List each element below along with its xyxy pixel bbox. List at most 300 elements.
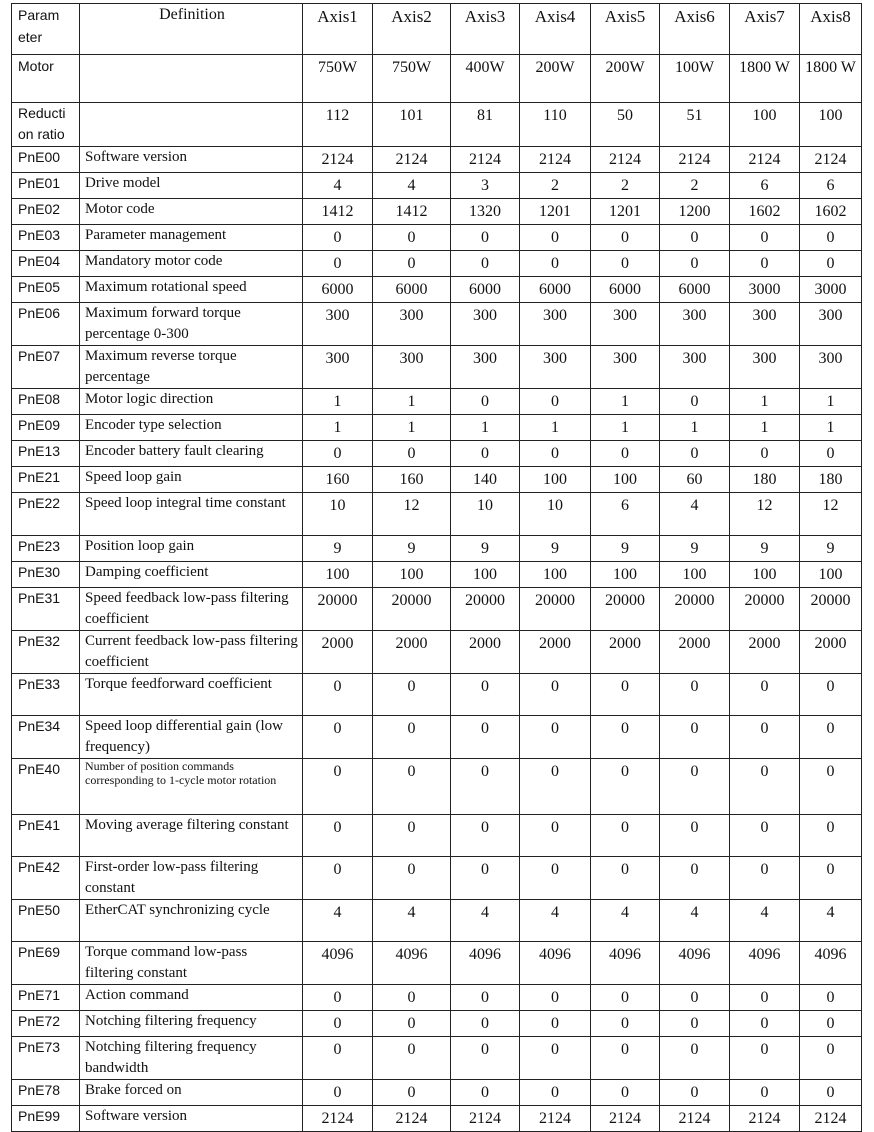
table-row <box>12 277 862 303</box>
definition-cell: Maximum reverse torque percentage <box>80 346 303 389</box>
definition-cell: Position loop gain <box>80 536 303 562</box>
table-row <box>12 716 862 759</box>
axis6-value-cell: 6000 <box>660 277 730 303</box>
axis5-value-cell: 2124 <box>591 1106 660 1132</box>
axis3-value-cell: 81 <box>451 103 520 147</box>
axis6-value-cell: 2 <box>660 173 730 199</box>
axis2-value-cell: 101 <box>373 103 451 147</box>
axis2-value-cell: 2124 <box>373 1106 451 1132</box>
axis5-value-cell: 1 <box>591 415 660 441</box>
definition-cell: Encoder type selection <box>80 415 303 441</box>
axis1-value-cell: 0 <box>303 857 373 900</box>
header-axis3: Axis3 <box>451 4 520 55</box>
axis8-value-cell: 2124 <box>800 1106 862 1132</box>
table-row <box>12 225 862 251</box>
axis4-value-cell: 1 <box>520 415 591 441</box>
axis5-value-cell: 0 <box>591 857 660 900</box>
param-code-cell: PnE72 <box>12 1011 80 1037</box>
definition-cell: Speed loop differential gain (low frequency) <box>80 716 303 759</box>
axis5-value-cell: 0 <box>591 815 660 857</box>
axis3-value-cell: 300 <box>451 346 520 389</box>
axis4-value-cell: 0 <box>520 1037 591 1080</box>
axis7-value-cell: 0 <box>730 225 800 251</box>
parameter-table <box>11 3 862 1132</box>
table-body <box>12 55 862 1132</box>
axis6-value-cell: 9 <box>660 536 730 562</box>
axis2-value-cell: 0 <box>373 759 451 815</box>
axis2-value-cell: 0 <box>373 1011 451 1037</box>
axis1-value-cell: 2124 <box>303 147 373 173</box>
table-row <box>12 674 862 716</box>
axis3-value-cell: 9 <box>451 536 520 562</box>
param-code-cell: PnE05 <box>12 277 80 303</box>
table-row <box>12 942 862 985</box>
axis8-value-cell: 0 <box>800 759 862 815</box>
axis6-value-cell: 0 <box>660 815 730 857</box>
param-code-cell: PnE00 <box>12 147 80 173</box>
axis7-value-cell: 2124 <box>730 147 800 173</box>
table-row <box>12 103 862 147</box>
table-row <box>12 536 862 562</box>
axis7-value-cell: 0 <box>730 251 800 277</box>
axis6-value-cell: 51 <box>660 103 730 147</box>
axis5-value-cell: 0 <box>591 251 660 277</box>
axis1-value-cell: 2124 <box>303 1106 373 1132</box>
axis7-value-cell: 0 <box>730 857 800 900</box>
axis1-value-cell: 4096 <box>303 942 373 985</box>
axis1-value-cell: 300 <box>303 346 373 389</box>
axis7-value-cell: 100 <box>730 562 800 588</box>
table-row <box>12 441 862 467</box>
axis5-value-cell: 2 <box>591 173 660 199</box>
axis1-value-cell: 1412 <box>303 199 373 225</box>
header-axis7: Axis7 <box>730 4 800 55</box>
table-row <box>12 1080 862 1106</box>
axis4-value-cell: 4 <box>520 900 591 942</box>
axis3-value-cell: 0 <box>451 716 520 759</box>
axis7-value-cell: 100 <box>730 103 800 147</box>
axis1-value-cell: 10 <box>303 493 373 536</box>
axis3-value-cell: 300 <box>451 303 520 346</box>
axis6-value-cell: 60 <box>660 467 730 493</box>
axis7-value-cell: 0 <box>730 1080 800 1106</box>
axis3-value-cell: 0 <box>451 815 520 857</box>
axis2-value-cell: 300 <box>373 303 451 346</box>
axis2-value-cell: 20000 <box>373 588 451 631</box>
axis5-value-cell: 9 <box>591 536 660 562</box>
axis8-value-cell: 1602 <box>800 199 862 225</box>
axis1-value-cell: 6000 <box>303 277 373 303</box>
axis8-value-cell: 100 <box>800 562 862 588</box>
axis1-value-cell: 20000 <box>303 588 373 631</box>
axis7-value-cell: 12 <box>730 493 800 536</box>
axis4-value-cell: 0 <box>520 716 591 759</box>
param-code-cell: PnE04 <box>12 251 80 277</box>
axis7-value-cell: 1 <box>730 389 800 415</box>
axis6-value-cell: 300 <box>660 346 730 389</box>
axis6-value-cell: 0 <box>660 1037 730 1080</box>
axis5-value-cell: 0 <box>591 225 660 251</box>
axis6-value-cell: 0 <box>660 985 730 1011</box>
param-code-cell: PnE06 <box>12 303 80 346</box>
axis7-value-cell: 1800 W <box>730 55 800 103</box>
table-row <box>12 900 862 942</box>
param-code-cell: PnE01 <box>12 173 80 199</box>
table-row <box>12 346 862 389</box>
definition-cell: First-order low-pass filtering constant <box>80 857 303 900</box>
axis2-value-cell: 160 <box>373 467 451 493</box>
axis6-value-cell: 4 <box>660 900 730 942</box>
definition-cell: Action command <box>80 985 303 1011</box>
axis6-value-cell: 20000 <box>660 588 730 631</box>
axis7-value-cell: 0 <box>730 815 800 857</box>
param-code-cell: PnE69 <box>12 942 80 985</box>
axis6-value-cell: 0 <box>660 1011 730 1037</box>
param-code-cell: PnE23 <box>12 536 80 562</box>
axis4-value-cell: 0 <box>520 1080 591 1106</box>
axis4-value-cell: 2 <box>520 173 591 199</box>
axis6-value-cell: 2000 <box>660 631 730 674</box>
axis6-value-cell: 100 <box>660 562 730 588</box>
axis5-value-cell: 2124 <box>591 147 660 173</box>
axis3-value-cell: 0 <box>451 674 520 716</box>
axis8-value-cell: 12 <box>800 493 862 536</box>
axis2-value-cell: 2124 <box>373 147 451 173</box>
axis1-value-cell: 112 <box>303 103 373 147</box>
table-row <box>12 1106 862 1132</box>
axis5-value-cell: 0 <box>591 441 660 467</box>
definition-cell: Speed feedback low-pass filtering coefficient <box>80 588 303 631</box>
axis2-value-cell: 6000 <box>373 277 451 303</box>
axis7-value-cell: 6 <box>730 173 800 199</box>
axis8-value-cell: 0 <box>800 441 862 467</box>
table-row <box>12 588 862 631</box>
param-code-cell: PnE07 <box>12 346 80 389</box>
table-row <box>12 251 862 277</box>
axis4-value-cell: 0 <box>520 441 591 467</box>
table-row <box>12 759 862 815</box>
axis1-value-cell: 0 <box>303 759 373 815</box>
axis3-value-cell: 10 <box>451 493 520 536</box>
axis6-value-cell: 0 <box>660 716 730 759</box>
table-row <box>12 173 862 199</box>
axis4-value-cell: 0 <box>520 985 591 1011</box>
table-row <box>12 493 862 536</box>
axis8-value-cell: 0 <box>800 815 862 857</box>
axis4-value-cell: 2124 <box>520 147 591 173</box>
axis6-value-cell: 0 <box>660 857 730 900</box>
axis2-value-cell: 9 <box>373 536 451 562</box>
axis4-value-cell: 200W <box>520 55 591 103</box>
axis2-value-cell: 0 <box>373 441 451 467</box>
axis1-value-cell: 1 <box>303 415 373 441</box>
axis8-value-cell: 1 <box>800 415 862 441</box>
axis5-value-cell: 1 <box>591 389 660 415</box>
axis7-value-cell: 4 <box>730 900 800 942</box>
table-row <box>12 467 862 493</box>
axis7-value-cell: 4096 <box>730 942 800 985</box>
table-row <box>12 415 862 441</box>
axis2-value-cell: 0 <box>373 674 451 716</box>
axis6-value-cell: 4096 <box>660 942 730 985</box>
table-row <box>12 389 862 415</box>
definition-cell: Torque command low-pass filtering constant <box>80 942 303 985</box>
axis1-value-cell: 0 <box>303 1011 373 1037</box>
axis5-value-cell: 0 <box>591 1080 660 1106</box>
param-code-cell: Reducti on ratio <box>12 103 80 147</box>
axis1-value-cell: 0 <box>303 225 373 251</box>
axis4-value-cell: 0 <box>520 225 591 251</box>
axis8-value-cell: 300 <box>800 346 862 389</box>
axis3-value-cell: 0 <box>451 389 520 415</box>
axis3-value-cell: 20000 <box>451 588 520 631</box>
axis5-value-cell: 200W <box>591 55 660 103</box>
axis7-value-cell: 0 <box>730 441 800 467</box>
axis7-value-cell: 300 <box>730 346 800 389</box>
axis3-value-cell: 0 <box>451 1037 520 1080</box>
axis5-value-cell: 4096 <box>591 942 660 985</box>
param-code-cell: PnE34 <box>12 716 80 759</box>
axis2-value-cell: 0 <box>373 1037 451 1080</box>
axis5-value-cell: 4 <box>591 900 660 942</box>
axis1-value-cell: 0 <box>303 441 373 467</box>
header-axis5: Axis5 <box>591 4 660 55</box>
axis4-value-cell: 100 <box>520 467 591 493</box>
axis2-value-cell: 4 <box>373 900 451 942</box>
axis4-value-cell: 2000 <box>520 631 591 674</box>
param-code-cell: PnE32 <box>12 631 80 674</box>
definition-cell: Maximum rotational speed <box>80 277 303 303</box>
axis4-value-cell: 0 <box>520 815 591 857</box>
axis6-value-cell: 0 <box>660 441 730 467</box>
param-code-cell: PnE41 <box>12 815 80 857</box>
definition-cell: Encoder battery fault clearing <box>80 441 303 467</box>
axis8-value-cell: 0 <box>800 225 862 251</box>
param-code-cell: PnE08 <box>12 389 80 415</box>
definition-cell: EtherCAT synchronizing cycle <box>80 900 303 942</box>
header-axis8: Axis8 <box>800 4 862 55</box>
param-code-cell: PnE22 <box>12 493 80 536</box>
axis3-value-cell: 4 <box>451 900 520 942</box>
axis3-value-cell: 1320 <box>451 199 520 225</box>
axis4-value-cell: 0 <box>520 759 591 815</box>
axis7-value-cell: 9 <box>730 536 800 562</box>
axis1-value-cell: 300 <box>303 303 373 346</box>
header-definition: Definition <box>80 4 303 55</box>
axis1-value-cell: 0 <box>303 815 373 857</box>
definition-cell: Motor logic direction <box>80 389 303 415</box>
axis6-value-cell: 1 <box>660 415 730 441</box>
definition-cell: Drive model <box>80 173 303 199</box>
axis8-value-cell: 20000 <box>800 588 862 631</box>
axis2-value-cell: 100 <box>373 562 451 588</box>
axis3-value-cell: 0 <box>451 985 520 1011</box>
axis5-value-cell: 0 <box>591 759 660 815</box>
table-row <box>12 985 862 1011</box>
axis3-value-cell: 400W <box>451 55 520 103</box>
axis2-value-cell: 0 <box>373 251 451 277</box>
axis7-value-cell: 300 <box>730 303 800 346</box>
axis5-value-cell: 300 <box>591 303 660 346</box>
axis1-value-cell: 0 <box>303 716 373 759</box>
axis4-value-cell: 1201 <box>520 199 591 225</box>
param-code-cell: PnE03 <box>12 225 80 251</box>
axis6-value-cell: 1200 <box>660 199 730 225</box>
axis2-value-cell: 1 <box>373 389 451 415</box>
axis4-value-cell: 4096 <box>520 942 591 985</box>
axis4-value-cell: 110 <box>520 103 591 147</box>
definition-cell: Software version <box>80 147 303 173</box>
definition-cell: Speed loop integral time constant <box>80 493 303 536</box>
definition-cell: Torque feedforward coefficient <box>80 674 303 716</box>
header-axis6: Axis6 <box>660 4 730 55</box>
axis8-value-cell: 0 <box>800 674 862 716</box>
axis4-value-cell: 0 <box>520 1011 591 1037</box>
axis8-value-cell: 3000 <box>800 277 862 303</box>
axis7-value-cell: 0 <box>730 759 800 815</box>
axis8-value-cell: 100 <box>800 103 862 147</box>
axis2-value-cell: 4 <box>373 173 451 199</box>
axis6-value-cell: 100W <box>660 55 730 103</box>
axis3-value-cell: 0 <box>451 1080 520 1106</box>
param-code-cell: PnE21 <box>12 467 80 493</box>
axis4-value-cell: 0 <box>520 251 591 277</box>
definition-cell: Number of position commands corresponding to 1-cycle motor rotation <box>80 759 303 815</box>
axis3-value-cell: 0 <box>451 225 520 251</box>
axis7-value-cell: 180 <box>730 467 800 493</box>
axis3-value-cell: 2124 <box>451 147 520 173</box>
axis5-value-cell: 0 <box>591 716 660 759</box>
axis6-value-cell: 0 <box>660 759 730 815</box>
axis4-value-cell: 10 <box>520 493 591 536</box>
axis2-value-cell: 1412 <box>373 199 451 225</box>
definition-cell: Speed loop gain <box>80 467 303 493</box>
axis5-value-cell: 0 <box>591 1011 660 1037</box>
axis2-value-cell: 1 <box>373 415 451 441</box>
axis4-value-cell: 300 <box>520 346 591 389</box>
param-code-cell: Motor <box>12 55 80 103</box>
axis4-value-cell: 0 <box>520 674 591 716</box>
definition-cell: Maximum forward torque percentage 0-300 <box>80 303 303 346</box>
param-code-cell: PnE73 <box>12 1037 80 1080</box>
axis6-value-cell: 0 <box>660 251 730 277</box>
axis4-value-cell: 300 <box>520 303 591 346</box>
axis2-value-cell: 2000 <box>373 631 451 674</box>
axis5-value-cell: 6000 <box>591 277 660 303</box>
axis2-value-cell: 0 <box>373 985 451 1011</box>
axis1-value-cell: 1 <box>303 389 373 415</box>
axis1-value-cell: 0 <box>303 1080 373 1106</box>
axis7-value-cell: 2000 <box>730 631 800 674</box>
axis3-value-cell: 6000 <box>451 277 520 303</box>
axis3-value-cell: 0 <box>451 251 520 277</box>
table-row <box>12 303 862 346</box>
param-code-cell: PnE42 <box>12 857 80 900</box>
axis6-value-cell: 2124 <box>660 1106 730 1132</box>
axis4-value-cell: 20000 <box>520 588 591 631</box>
definition-cell: Moving average filtering constant <box>80 815 303 857</box>
axis5-value-cell: 100 <box>591 467 660 493</box>
axis8-value-cell: 0 <box>800 985 862 1011</box>
param-code-cell: PnE40 <box>12 759 80 815</box>
axis1-value-cell: 0 <box>303 674 373 716</box>
axis5-value-cell: 50 <box>591 103 660 147</box>
axis7-value-cell: 0 <box>730 716 800 759</box>
axis7-value-cell: 1602 <box>730 199 800 225</box>
axis1-value-cell: 4 <box>303 173 373 199</box>
axis4-value-cell: 0 <box>520 389 591 415</box>
axis3-value-cell: 2000 <box>451 631 520 674</box>
axis3-value-cell: 4096 <box>451 942 520 985</box>
axis6-value-cell: 0 <box>660 225 730 251</box>
definition-cell: Damping coefficient <box>80 562 303 588</box>
axis6-value-cell: 4 <box>660 493 730 536</box>
axis8-value-cell: 1 <box>800 389 862 415</box>
param-code-cell: PnE09 <box>12 415 80 441</box>
axis8-value-cell: 4 <box>800 900 862 942</box>
axis7-value-cell: 0 <box>730 1011 800 1037</box>
axis8-value-cell: 2000 <box>800 631 862 674</box>
axis2-value-cell: 0 <box>373 716 451 759</box>
axis3-value-cell: 1 <box>451 415 520 441</box>
axis1-value-cell: 4 <box>303 900 373 942</box>
table-row <box>12 631 862 674</box>
axis8-value-cell: 4096 <box>800 942 862 985</box>
axis2-value-cell: 4096 <box>373 942 451 985</box>
table-row <box>12 1037 862 1080</box>
axis8-value-cell: 0 <box>800 857 862 900</box>
header-param: Param eter <box>12 4 80 55</box>
table-row <box>12 147 862 173</box>
axis5-value-cell: 0 <box>591 985 660 1011</box>
axis6-value-cell: 0 <box>660 674 730 716</box>
table-row <box>12 857 862 900</box>
axis3-value-cell: 140 <box>451 467 520 493</box>
axis8-value-cell: 300 <box>800 303 862 346</box>
definition-cell: Motor code <box>80 199 303 225</box>
param-code-cell: PnE13 <box>12 441 80 467</box>
axis1-value-cell: 750W <box>303 55 373 103</box>
axis3-value-cell: 2124 <box>451 1106 520 1132</box>
axis5-value-cell: 20000 <box>591 588 660 631</box>
axis8-value-cell: 0 <box>800 716 862 759</box>
axis7-value-cell: 20000 <box>730 588 800 631</box>
axis7-value-cell: 3000 <box>730 277 800 303</box>
axis2-value-cell: 750W <box>373 55 451 103</box>
param-code-cell: PnE50 <box>12 900 80 942</box>
table-row <box>12 1011 862 1037</box>
param-code-cell: PnE31 <box>12 588 80 631</box>
axis2-value-cell: 300 <box>373 346 451 389</box>
header-row <box>12 4 862 55</box>
table-row <box>12 55 862 103</box>
axis4-value-cell: 2124 <box>520 1106 591 1132</box>
axis4-value-cell: 100 <box>520 562 591 588</box>
definition-cell: Notching filtering frequency bandwidth <box>80 1037 303 1080</box>
table-row <box>12 815 862 857</box>
axis3-value-cell: 0 <box>451 759 520 815</box>
axis3-value-cell: 0 <box>451 441 520 467</box>
axis8-value-cell: 9 <box>800 536 862 562</box>
axis4-value-cell: 0 <box>520 857 591 900</box>
header-axis4: Axis4 <box>520 4 591 55</box>
axis2-value-cell: 0 <box>373 1080 451 1106</box>
axis8-value-cell: 0 <box>800 1080 862 1106</box>
axis5-value-cell: 300 <box>591 346 660 389</box>
table-row <box>12 562 862 588</box>
header-axis2: Axis2 <box>373 4 451 55</box>
definition-cell: Notching filtering frequency <box>80 1011 303 1037</box>
